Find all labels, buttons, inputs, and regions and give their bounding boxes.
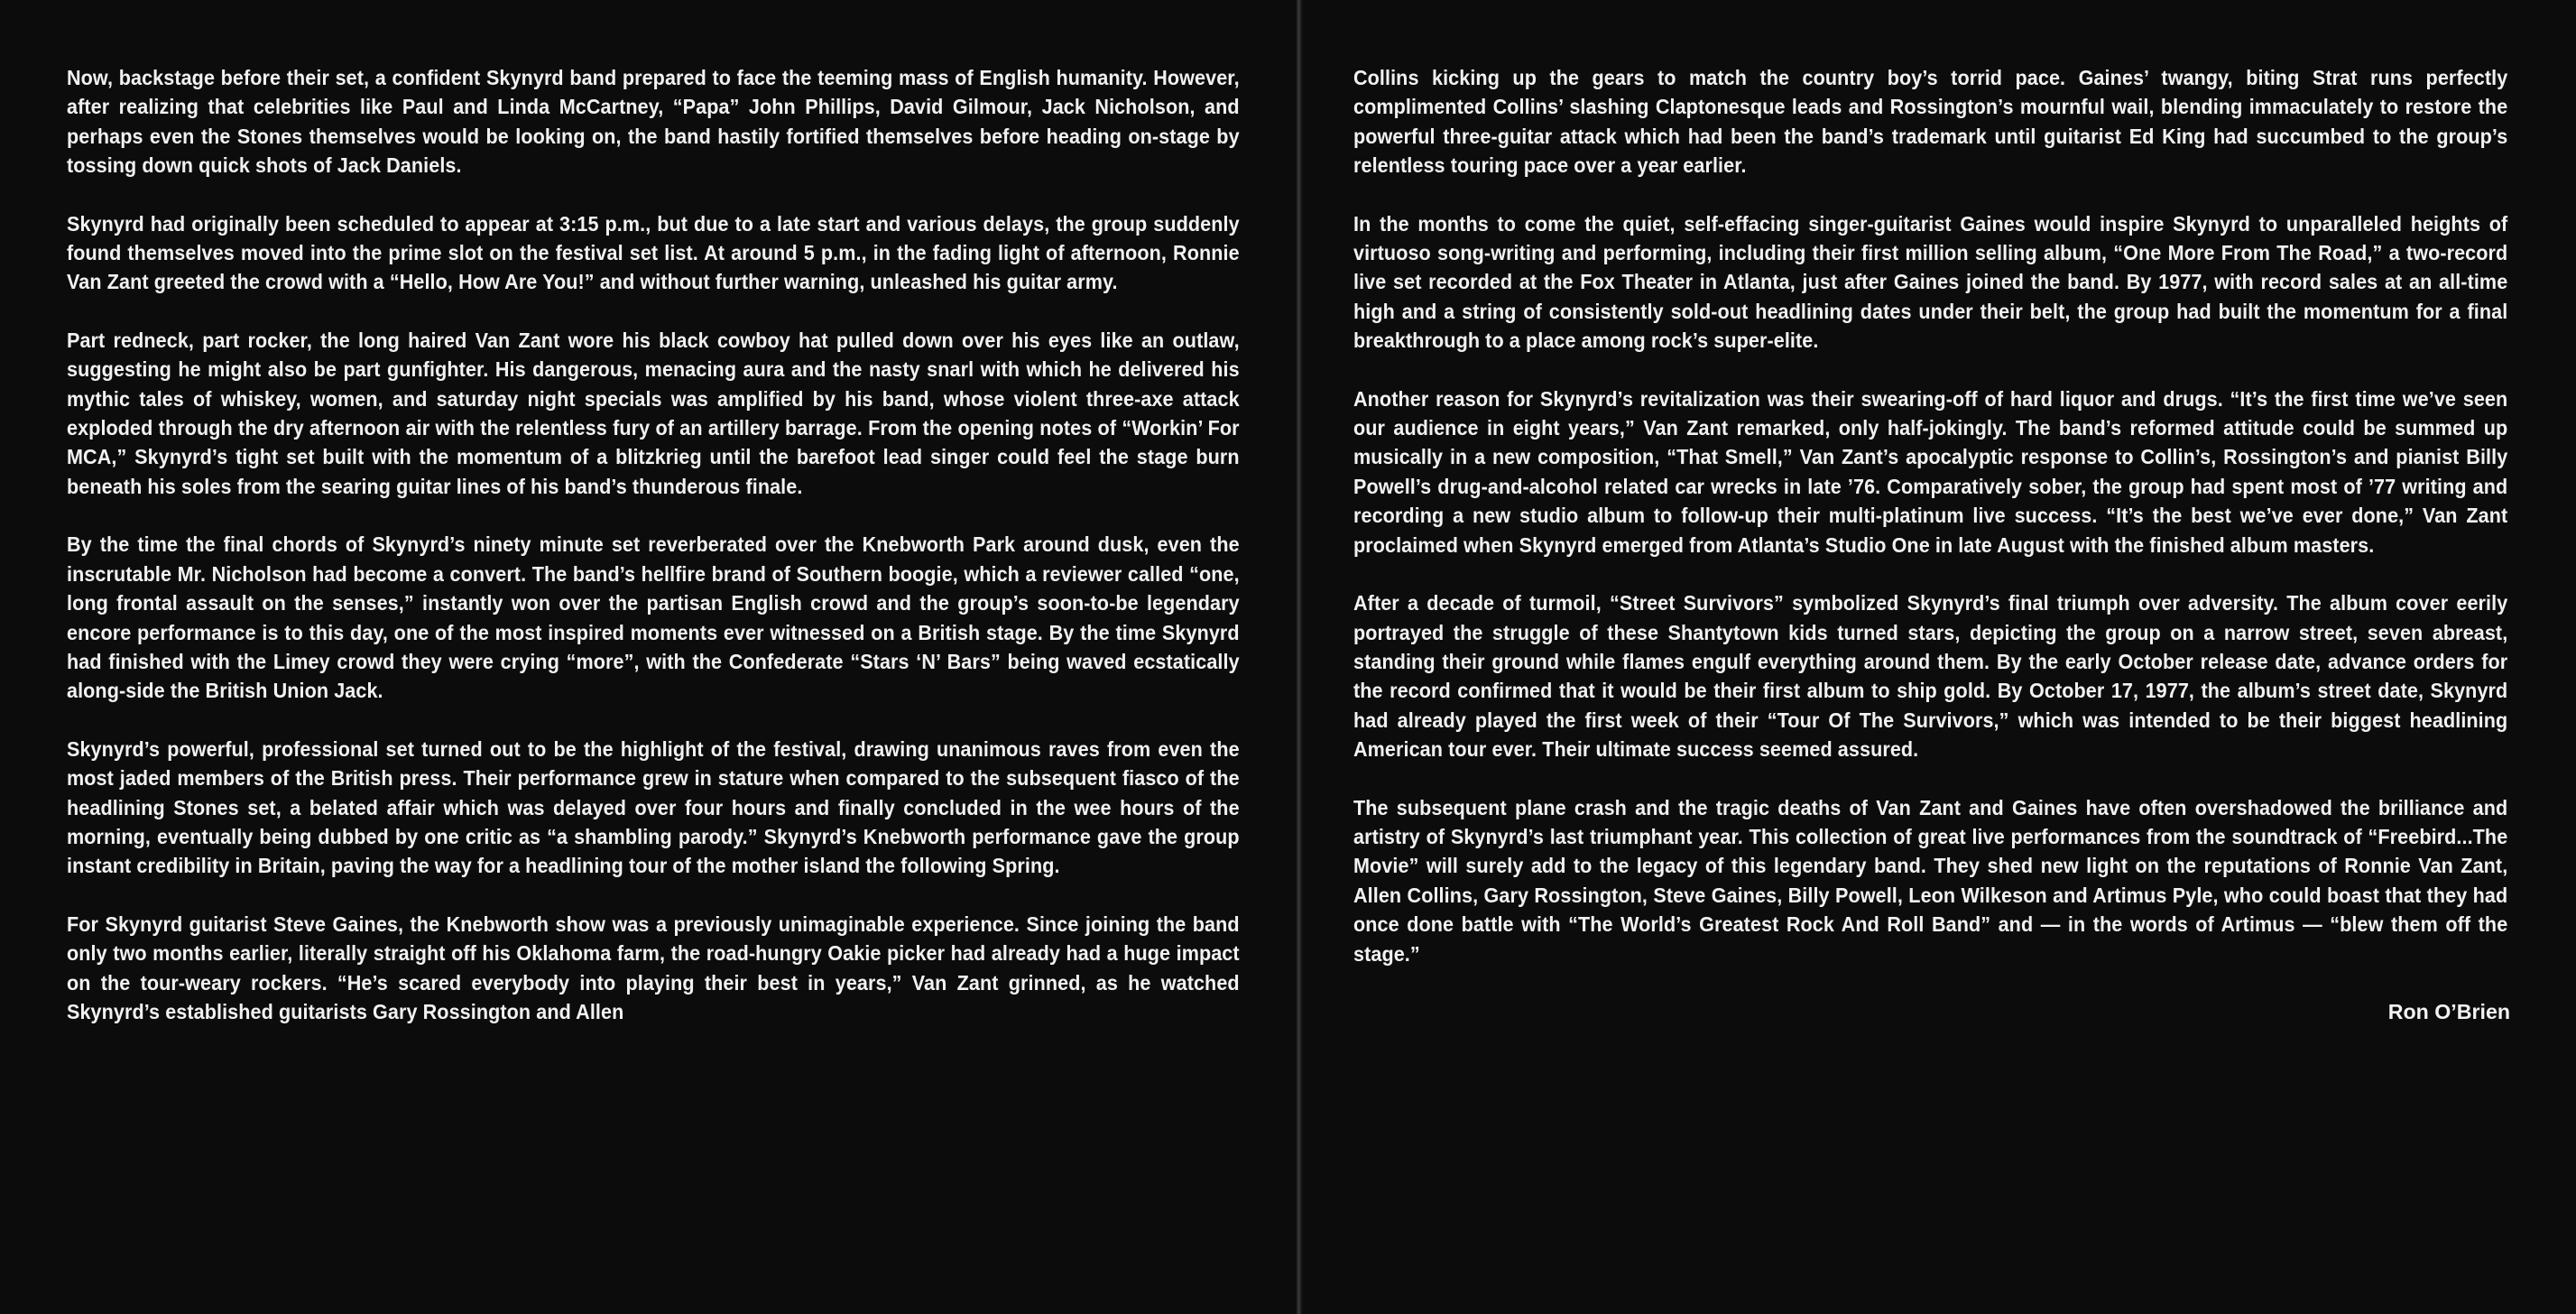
left-paragraph-4: By the time the final chords of Skynyrd’s ninety minute set reverberated over the Knebworth Park around dusk, even the inscrutable Mr. Nicholson had become a convert. The band’s hellfire brand of Southern boogie, which a reviewer called “one, long frontal assault on the senses,” instantly won over the partisan English crowd and the group’s soon-to-be legendary encore performance is to this day, one of the most inspired moments ever witnessed on a British stage. By the time Skynyrd had finished with the Limey crowd they were crying “more”, with the Confederate “Stars ‘N’ Bars” being waved ecstatically along-side the British Union Jack. xyxy=(67,532,1240,703)
right-paragraph-2: In the months to come the quiet, self-effacing singer-guitarist Gaines would inspire Skynyrd to unparalleled heights of virtuoso song-writing and performing, including their first million selling album, “One More From The Road,” a two-record live set recorded at the Fox Theater in Atlanta, just after Gaines joined the band. By 1977, with record sales at an all-time high and a string of consistently sold-out headlining dates under their belt, the group had built the momentum for a final breakthrough to a place among rock’s super-elite. xyxy=(1353,211,2508,353)
page-fold-divider xyxy=(1296,0,1303,1314)
left-paragraph-5: Skynyrd’s powerful, professional set turned out to be the highlight of the festival, drawing unanimous raves from even the most jaded members of the British press. Their performance grew in stature when compared to the subsequent fiasco of the headlining Stones set, a belated affair which was delayed over four hours and finally concluded in the wee hours of the morning, eventually being dubbed by one critic as “a shambling parody.” Skynyrd’s Knebworth performance gave the group instant credibility in Britain, paving the way for a headlining tour of the mother island the following Spring. xyxy=(67,736,1240,878)
right-page xyxy=(1353,63,2510,1026)
right-paragraph-5: The subsequent plane crash and the tragic deaths of Van Zant and Gaines have often overshadowed the brilliance and artistry of Skynyrd’s last triumphant year. This collection of great live performances from the soundtrack of “Freebird...The Movie” will surely add to the legacy of this legendary band. They shed new light on the reputations of Ronnie Van Zant, Allen Collins, Gary Rossington, Steve Gaines, Billy Powell, Leon Wilkeson and Artimus Pyle, who could boast that they had once done battle with “The World’s Greatest Rock And Roll Band” and — in the words of Artimus — “blew them off the stage.” xyxy=(1353,795,2508,966)
left-paragraph-1: Now, backstage before their set, a confident Skynyrd band prepared to face the teeming mass of English humanity. However, after realizing that celebrities like Paul and Linda McCartney, “Papa” John Phillips, David Gilmour, Jack Nicholson, and perhaps even the Stones themselves would be looking on, the band hastily fortified themselves before heading on-stage by tossing down quick shots of Jack Daniels. xyxy=(67,66,1240,178)
left-paragraph-3: Part redneck, part rocker, the long haired Van Zant wore his black cowboy hat pulled down over his eyes like an outlaw, suggesting he might also be part gunfighter. His dangerous, menacing aura and the nasty snarl with which he delivered his mythic tales of whiskey, women, and saturday night specials was amplified by his band, whose violent three-axe attack exploded through the dry afternoon air with the relentless fury of an artillery barrage. From the opening notes of “Workin’ For MCA,” Skynyrd’s tight set built with the momentum of a blitzkrieg until the barefoot lead singer could feel the stage burn beneath his soles from the searing guitar lines of his band’s thunderous finale. xyxy=(67,328,1240,498)
author-signature: Ron O’Brien xyxy=(2387,999,2510,1023)
right-paragraph-1: Collins kicking up the gears to match the country boy’s torrid pace. Gaines’ twangy, biting Strat runs perfectly complimented Collins’ slashing Claptonesque leads and Rossington’s mournful wail, blending immaculately to restore the powerful three-guitar attack which had been the band’s trademark until guitarist Ed King had succumbed to the group’s relentless touring pace over a year earlier. xyxy=(1353,66,2508,178)
right-paragraph-3: Another reason for Skynyrd’s revitalization was their swearing-off of hard liquor and drugs. “It’s the first time we’ve seen our audience in eight years,” Van Zant remarked, only half-jokingly. The band’s reformed attitude could be summed up musically in a new composition, “That Smell,” Van Zant’s apocalyptic response to Collin’s, Rossington’s and pianist Billy Powell’s drug-and-alcohol related car wrecks in late ’76. Comparatively sober, the group had spent most of ’77 writing and recording a new studio album to follow-up their multi-platinum live success. “It’s the best we’ve ever done,” Van Zant proclaimed when Skynyrd emerged from Atlanta’s Studio One in late August with the finished album masters. xyxy=(1353,386,2508,557)
left-paragraph-6: For Skynyrd guitarist Steve Gaines, the Knebworth show was a previously unimaginable experience. Since joining the band only two months earlier, literally straight off his Oklahoma farm, the road-hungry Oakie picker had already had a huge impact on the tour-weary rockers. “He’s scared everybody into playing their best in years,” Van Zant grinned, as he watched Skynyrd’s established guitarists Gary Rossington and Allen xyxy=(67,911,1240,1023)
left-page xyxy=(67,63,1240,1055)
right-paragraph-4: After a decade of turmoil, “Street Survivors” symbolized Skynyrd’s final triumph over adversity. The album cover eerily portrayed the struggle of these Shantytown kids turned stars, depicting the group on a narrow street, seven abreast, standing their ground while flames engulf everything around them. By the early October release date, advance orders for the record confirmed that it would be their first album to ship gold. By October 17, 1977, the album’s street date, Skynyrd had already played the first week of their “Tour Of The Survivors,” which was intended to be their biggest headlining American tour ever. Their ultimate success seemed assured. xyxy=(1353,591,2508,762)
left-paragraph-2: Skynyrd had originally been scheduled to appear at 3:15 p.m., but due to a late start and various delays, the group suddenly found themselves moved into the prime slot on the festival set list. At around 5 p.m., in the fading light of afternoon, Ronnie Van Zant greeted the crowd with a “Hello, How Are You!” and without further warning, unleashed his guitar army. xyxy=(67,211,1240,294)
